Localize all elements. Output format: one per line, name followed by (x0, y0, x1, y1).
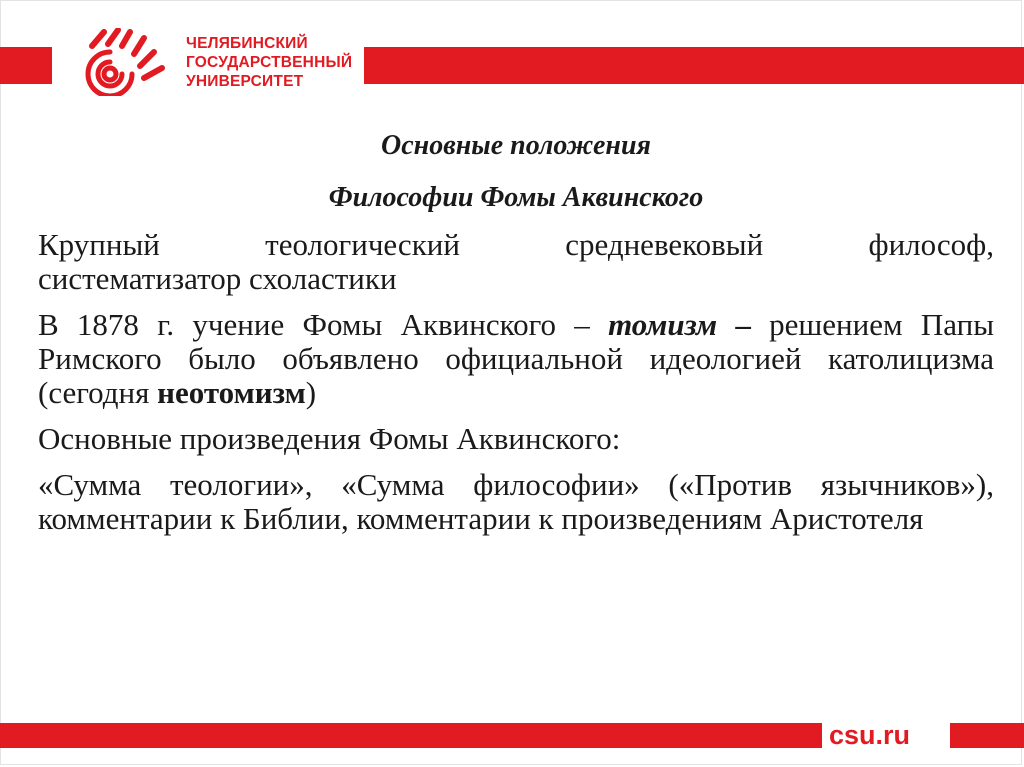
university-name-line: ГОСУДАРСТВЕННЫЙ (186, 54, 353, 71)
text-span: решением Папы Римского было объявлено официальной идеологией католицизма (сегодня (38, 307, 995, 410)
header-bar-left (0, 47, 52, 84)
paragraph-description (38, 228, 994, 296)
term-neothomism: неотомизм (157, 375, 306, 410)
paragraph-works-list: «Сумма теологии», «Сумма философии» («Против язычников»), комментарии к Библии, комментарии к произведениям Аристотеля (38, 467, 994, 536)
university-name-line: УНИВЕРСИТЕТ (186, 73, 304, 90)
text-span: В 1878 г. учение Фомы Аквинского – (38, 307, 609, 342)
university-logo-icon (78, 28, 178, 96)
slide-content (38, 118, 994, 536)
paragraph-thomism (38, 308, 994, 410)
footer-domain: csu.ru (829, 720, 911, 750)
university-name (186, 34, 352, 91)
footer-bar-left (0, 723, 822, 748)
slide-title-line-1: Основные положения (381, 130, 651, 161)
text-dash: – (717, 307, 770, 342)
text-span: ) (305, 375, 317, 410)
paragraph-works-heading: Основные произведения Фомы Аквинского: (38, 421, 621, 456)
paragraph-line: систематизатор схоластики (38, 261, 397, 296)
slide-title-line-2: Философии Фомы Аквинского (328, 182, 704, 213)
term-thomism: томизм (608, 307, 718, 342)
paragraph-line: Крупный теологический средневековый философ, (38, 227, 994, 262)
university-name-line: ЧЕЛЯБИНСКИЙ (186, 35, 308, 52)
header-bar-right (364, 47, 1024, 84)
footer-bar-right (950, 723, 1024, 748)
